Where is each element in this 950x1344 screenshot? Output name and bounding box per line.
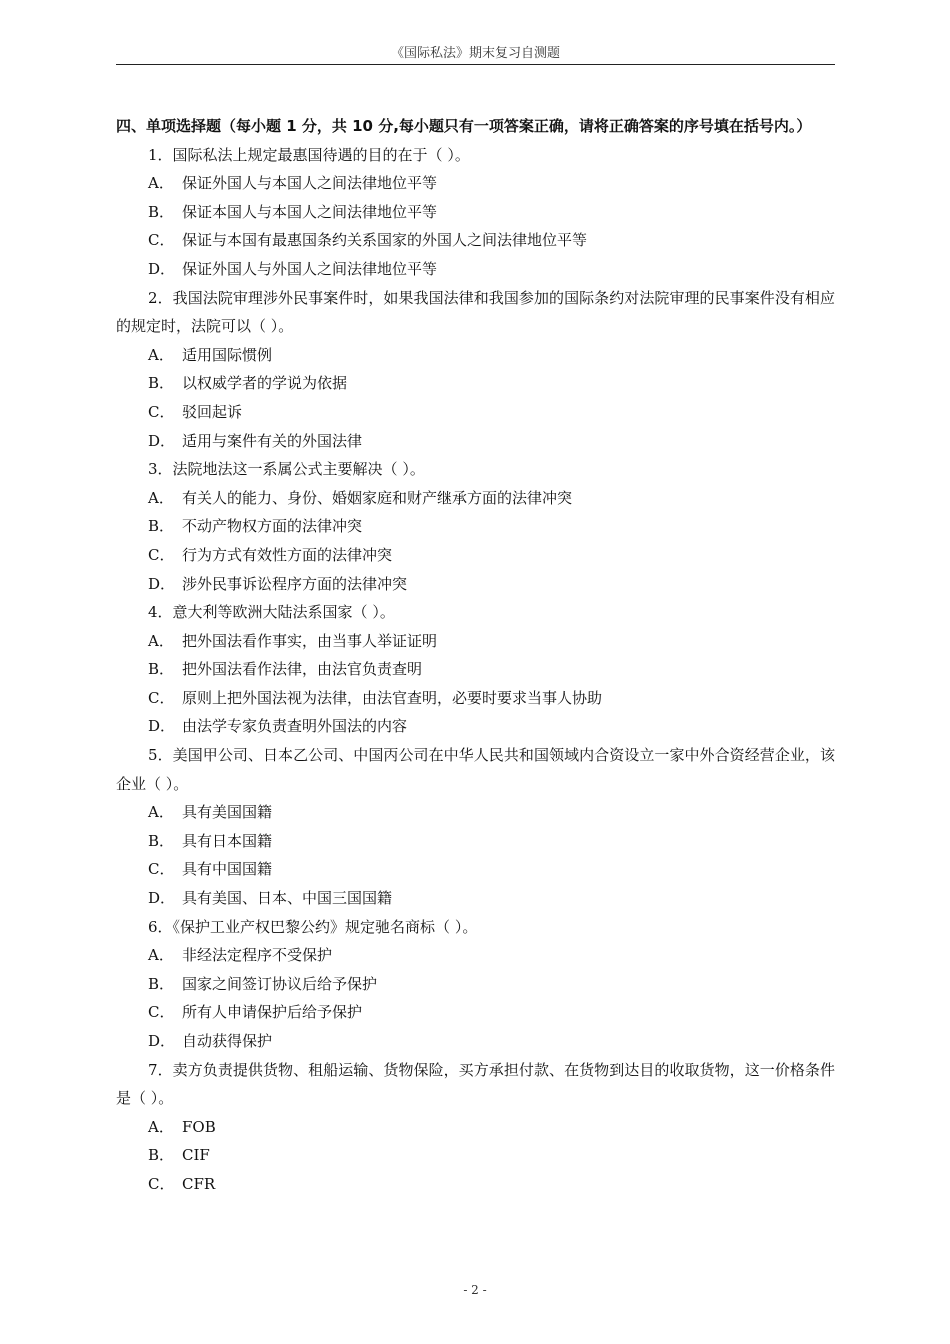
option-letter: D． [148, 1032, 176, 1050]
question-4: 4．意大利等欧洲大陆法系国家（ ）。 [148, 603, 395, 622]
question-5-option-b [116, 827, 835, 856]
question-5-option-a [116, 798, 835, 827]
option-text: 保证外国人与外国人之间法律地位平等 [182, 259, 438, 278]
option-letter: A． [148, 345, 174, 364]
document-body [116, 112, 835, 1199]
option-letter: A． [148, 488, 174, 507]
question-3-option-a [116, 484, 835, 513]
option-letter: A． [148, 803, 174, 822]
option-text: 原则上把外国法视为法律，由法官查明，必要时要求当事人协助 [182, 688, 603, 707]
question-7: 7．卖方负责提供货物、租船运输、货物保险，买方承担付款、在货物到达目的收取货物，这一价格条件是（ ）。 [116, 1060, 835, 1108]
question-7-option-a [116, 1113, 835, 1142]
question-7-option-c [116, 1170, 835, 1199]
option-letter: B． [148, 517, 175, 536]
option-text: 有关人的能力、身份、婚姻家庭和财产继承方面的法律冲突 [182, 488, 573, 507]
question-6-option-a [116, 941, 835, 970]
header-divider [116, 64, 835, 65]
option-letter: C． [148, 688, 175, 707]
question-5-option-d [116, 884, 835, 913]
option-letter: A． [148, 1117, 174, 1136]
question-1-option-b [116, 198, 835, 227]
page-number: - 2 - [463, 1283, 487, 1297]
option-text: 不动产物权方面的法律冲突 [182, 517, 363, 536]
option-text: 具有日本国籍 [182, 831, 273, 850]
option-text: 行为方式有效性方面的法律冲突 [182, 545, 393, 564]
question-6-option-c [116, 998, 835, 1027]
option-letter: D． [148, 574, 176, 593]
option-letter: C． [148, 545, 175, 564]
option-letter: A． [148, 946, 174, 965]
option-text: 由法学专家负责查明外国法的内容 [182, 717, 408, 736]
option-letter: C． [148, 860, 175, 879]
question-1-option-c [116, 226, 835, 255]
question-2: 2．我国法院审理涉外民事案件时，如果我国法律和我国参加的国际条约对法院审理的民事案件没有相应的规定时，法院可以（ ）。 [116, 288, 835, 336]
question-1-option-a [116, 169, 835, 198]
option-text: CIF [182, 1146, 210, 1165]
option-letter: D． [148, 259, 176, 278]
option-letter: C． [148, 1174, 175, 1193]
option-letter: A． [148, 631, 174, 650]
question-7-option-b [116, 1141, 835, 1170]
option-letter: A． [148, 174, 174, 193]
question-2-option-b [116, 369, 835, 398]
question-5: 5．美国甲公司、日本乙公司、中国丙公司在中华人民共和国领域内合资设立一家中外合资经营企业，该企业（ ）。 [116, 746, 835, 793]
question-4-option-c [116, 684, 835, 713]
option-letter: D． [148, 717, 176, 736]
option-letter: D． [148, 431, 176, 450]
question-4-option-d [116, 712, 835, 741]
question-1-option-d [116, 255, 835, 284]
question-1: 1．国际私法上规定最惠国待遇的目的在于（ ）。 [148, 145, 470, 164]
question-6-option-d [116, 1027, 835, 1056]
option-text: 所有人申请保护后给予保护 [182, 1003, 363, 1022]
option-text: 驳回起诉 [182, 402, 243, 421]
option-letter: D． [148, 889, 176, 908]
question-3-option-d [116, 570, 835, 599]
option-text: 自动获得保护 [182, 1032, 273, 1050]
option-text: 保证与本国有最惠国条约关系国家的外国人之间法律地位平等 [182, 231, 588, 250]
option-letter: B． [148, 831, 175, 850]
option-text: 适用国际惯例 [182, 345, 273, 364]
option-text: 保证本国人与本国人之间法律地位平等 [182, 202, 438, 221]
option-letter: B． [148, 1146, 175, 1165]
option-text: FOB [182, 1117, 216, 1136]
question-3-option-c [116, 541, 835, 570]
question-6: 6．《保护工业产权巴黎公约》规定驰名商标（ ）。 [148, 917, 478, 936]
option-text: 保证外国人与本国人之间法律地位平等 [182, 174, 438, 193]
section-heading: 四、单项选择题（每小题 1 分，共 10 分,每小题只有一项答案正确，请将正确答案的序号填在括号内。） [116, 117, 812, 135]
question-2-option-c [116, 398, 835, 427]
question-6-option-b [116, 970, 835, 999]
option-text: 把外国法看作法律，由法官负责查明 [182, 660, 423, 679]
option-text: CFR [182, 1174, 216, 1193]
option-letter: B． [148, 974, 175, 993]
question-4-option-a [116, 627, 835, 656]
option-text: 非经法定程序不受保护 [182, 946, 333, 965]
option-text: 涉外民事诉讼程序方面的法律冲突 [182, 574, 408, 593]
question-2-option-a [116, 341, 835, 370]
option-text: 以权威学者的学说为依据 [182, 374, 348, 393]
option-text: 国家之间签订协议后给予保护 [182, 974, 378, 993]
option-letter: B． [148, 374, 175, 393]
option-text: 具有美国、日本、中国三国国籍 [182, 889, 393, 908]
page-header-title: 《国际私法》期末复习自测题 [390, 46, 560, 61]
option-text: 具有美国国籍 [182, 803, 273, 822]
option-letter: C． [148, 1003, 175, 1022]
option-letter: C． [148, 402, 175, 421]
option-letter: C． [148, 231, 175, 250]
option-letter: B． [148, 202, 175, 221]
option-text: 把外国法看作事实，由当事人举证证明 [182, 631, 438, 650]
question-5-option-c [116, 855, 835, 884]
option-text: 适用与案件有关的外国法律 [182, 431, 363, 450]
question-4-option-b [116, 655, 835, 684]
question-3-option-b [116, 512, 835, 541]
option-text: 具有中国国籍 [182, 860, 273, 879]
question-2-option-d [116, 427, 835, 456]
question-3: 3．法院地法这一系属公式主要解决（ ）。 [148, 460, 425, 479]
option-letter: B． [148, 660, 175, 679]
